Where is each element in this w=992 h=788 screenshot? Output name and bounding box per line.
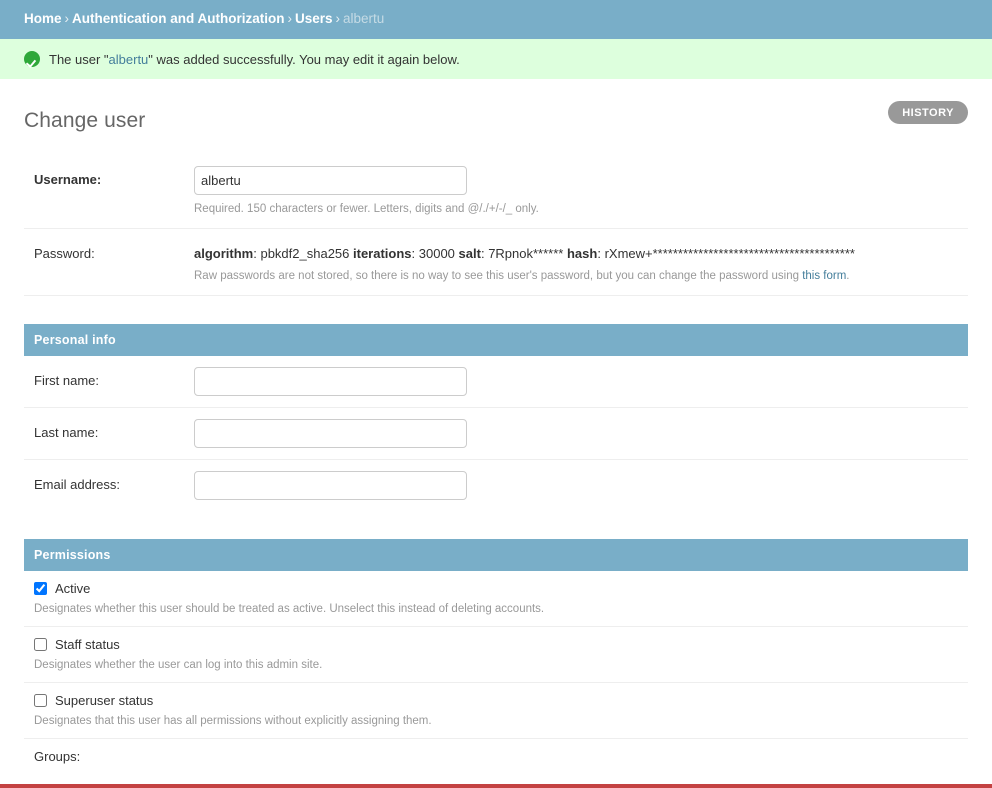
last-name-field-wrapper	[194, 419, 958, 448]
staff-status-checkbox-line	[34, 637, 958, 652]
username-help-text: Required. 150 characters or fewer. Letters, digits and @/./+/-/_ only.	[194, 203, 539, 215]
breadcrumb-item-home[interactable]: Home	[24, 11, 62, 26]
history-button[interactable]: HISTORY	[888, 101, 968, 124]
groups-field-wrapper	[194, 749, 958, 764]
password-field-wrapper	[194, 240, 958, 284]
username-input[interactable]	[194, 166, 467, 195]
password-hash-key: hash	[566, 246, 598, 261]
email-label: Email address:	[34, 477, 120, 492]
password-salt-value: 7Rpnok******	[488, 246, 564, 261]
active-checkbox-line	[34, 581, 958, 596]
form-row-password	[24, 229, 968, 296]
breadcrumb-item-auth[interactable]: Authentication and Authorization	[72, 11, 285, 26]
success-message	[0, 39, 992, 79]
password-help-before: Raw passwords are not stored, so there is no way to see this user's password, but you can change the password using	[194, 270, 803, 282]
permissions-fieldset	[24, 539, 968, 764]
password-iterations-key: iterations	[353, 246, 412, 261]
staff-status-checkbox[interactable]	[34, 638, 47, 651]
breadcrumb-item-users[interactable]: Users	[295, 11, 333, 26]
message-user-link[interactable]: albertu	[108, 51, 149, 67]
last-name-input[interactable]	[194, 419, 467, 448]
first-name-field-wrapper	[194, 367, 958, 396]
message-text-before: The user "	[49, 51, 109, 67]
personal-info-fieldset	[24, 324, 968, 511]
superuser-status-help-text: Designates that this user has all permissions without explicitly assigning them.	[34, 715, 432, 727]
password-label: Password:	[34, 246, 95, 261]
main-content	[0, 79, 992, 764]
password-algorithm-key: algorithm	[194, 246, 254, 261]
page-title: Change user	[24, 109, 146, 132]
breadcrumb-item-current: albertu	[343, 11, 385, 26]
first-name-label: First name:	[34, 373, 100, 388]
breadcrumb-separator: ›	[287, 11, 292, 26]
personal-info-heading: Personal info	[24, 324, 968, 356]
password-algorithm-value: pbkdf2_sha256	[260, 246, 350, 261]
form-row-last-name	[24, 408, 968, 460]
superuser-status-checkbox[interactable]	[34, 694, 47, 707]
change-password-link[interactable]: this form	[802, 270, 847, 282]
permissions-heading: Permissions	[24, 539, 968, 571]
active-help-text: Designates whether this user should be treated as active. Unselect this instead of deleting accounts.	[34, 603, 545, 615]
active-label[interactable]: Active	[55, 581, 91, 596]
active-checkbox[interactable]	[34, 582, 47, 595]
form-row-staff-status	[24, 627, 968, 683]
form-row-active	[24, 571, 968, 627]
form-row-first-name	[24, 356, 968, 408]
staff-status-help-text: Designates whether the user can log into this admin site.	[34, 659, 323, 671]
form-row-username	[24, 155, 968, 229]
message-text-after: " was added successfully. You may edit it again below.	[148, 51, 460, 67]
success-message-text	[49, 52, 460, 67]
form-row-groups	[24, 739, 968, 764]
breadcrumb-separator: ›	[64, 11, 70, 26]
groups-label: Groups:	[34, 749, 81, 764]
form-row-email	[24, 460, 968, 511]
username-field-wrapper	[194, 166, 958, 217]
superuser-status-label[interactable]: Superuser status	[55, 693, 154, 708]
username-label: Username:	[34, 172, 102, 187]
password-salt-key: salt	[458, 246, 481, 261]
page-bottom-edge	[0, 784, 992, 788]
password-hash-value: rXmew+****************************************	[604, 246, 855, 261]
password-help-after: .	[846, 270, 850, 282]
password-hash-readonly: algorithm: pbkdf2_sha256 iterations: 30000 salt: 7Rpnok****** hash: rXmew+****************************************	[194, 246, 855, 261]
first-name-input[interactable]	[194, 367, 467, 396]
page-header	[24, 99, 968, 133]
breadcrumb	[0, 0, 992, 39]
password-help-text	[194, 269, 958, 284]
superuser-status-checkbox-line	[34, 693, 958, 708]
user-fieldset	[24, 155, 968, 296]
success-check-icon	[24, 51, 40, 67]
last-name-label: Last name:	[34, 425, 99, 440]
form-row-superuser-status	[24, 683, 968, 739]
password-iterations-value: 30000	[418, 246, 455, 261]
staff-status-label[interactable]: Staff status	[55, 637, 120, 652]
breadcrumb-separator: ›	[335, 11, 341, 26]
email-field-wrapper	[194, 471, 958, 500]
email-input[interactable]	[194, 471, 467, 500]
object-tools	[888, 101, 968, 124]
